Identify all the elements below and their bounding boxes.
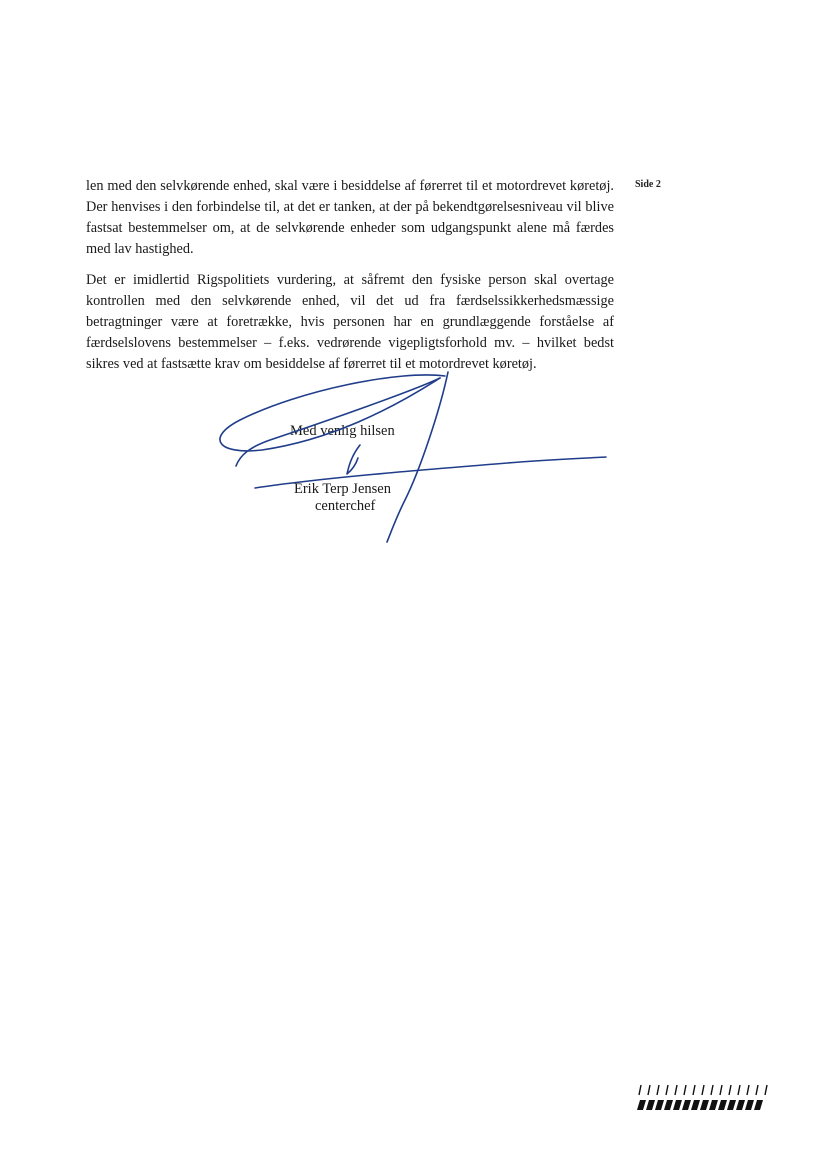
body-paragraph-1: len med den selvkørende enhed, skal være i besiddelse af førerret til et motordrevet køretøj. Der henvises i den forbindelse til, at det er tanken, at der på bekendtgørelsesniveau vil blive fastsat bestemmelser om, at de selvkørende enheder som udgangspunkt alene må færdes med lav hastighed. [86,178,614,257]
page-number: Side 2 [635,179,661,190]
signer-name: Erik Terp Jensen [294,481,391,497]
body-paragraph-2: Det er imidlertid Rigspolitiets vurdering, at såfremt den fysiske person skal overtage kontrollen med den selvkørende enhed, vil det ud fra færdselssikkerhedsmæssige betragtninger være at foretrække, hvis personen har en grundlæggende forståelse af færdselslovens bestemmelser – f.eks. vedrørende vigepligtsforhold mv. – hvilket bedst sikres ved at fastsætte krav om besiddelse af førerret til et motordrevet køretøj. [86,272,614,372]
document-barcode [636,1084,768,1112]
signer-title: centerchef [315,498,376,514]
closing-salutation: Med venlig hilsen [290,423,395,439]
